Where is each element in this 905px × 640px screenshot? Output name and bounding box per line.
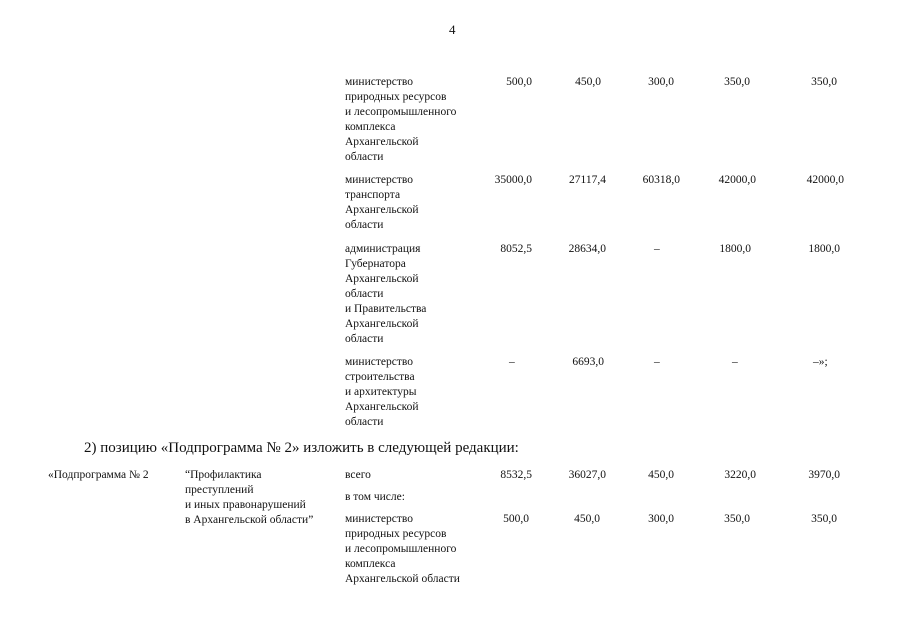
recipient-line: министерство xyxy=(345,513,413,525)
recipient-cell: всего xyxy=(345,469,371,481)
value-cell: 450,0 xyxy=(575,76,601,88)
recipient-line: министерство xyxy=(345,174,413,186)
value-cell: 1800,0 xyxy=(719,243,751,255)
recipient-line: строительства xyxy=(345,371,415,383)
value-cell: 27117,4 xyxy=(569,174,606,186)
recipient-line: Архангельской xyxy=(345,401,419,413)
value-cell: 500,0 xyxy=(506,76,532,88)
value-cell: 42000,0 xyxy=(718,174,756,186)
program-name-line: и иных правонарушений xyxy=(185,499,306,511)
recipient-line: природных ресурсов xyxy=(345,91,447,103)
recipient-line: и лесопромышленного xyxy=(345,543,457,555)
recipient-line: министерство xyxy=(345,356,413,368)
recipient-cell xyxy=(345,512,460,587)
value-cell: – xyxy=(732,356,738,368)
value-cell: 28634,0 xyxy=(568,243,606,255)
program-name-line: преступлений xyxy=(185,484,254,496)
value-cell: 350,0 xyxy=(811,513,837,525)
recipient-line: области xyxy=(345,333,384,345)
value-cell: 450,0 xyxy=(648,469,674,481)
value-cell: 3220,0 xyxy=(724,469,756,481)
value-cell: 1800,0 xyxy=(808,243,840,255)
value-cell: 350,0 xyxy=(724,513,750,525)
value-cell: 35000,0 xyxy=(494,174,532,186)
value-cell: – xyxy=(509,356,515,368)
recipient-cell xyxy=(345,242,426,347)
recipient-line: транспорта xyxy=(345,189,401,201)
recipient-cell xyxy=(345,355,419,430)
recipient-line: области xyxy=(345,151,384,163)
recipient-line: и архитектуры xyxy=(345,386,417,398)
value-cell: 300,0 xyxy=(648,513,674,525)
value-cell: – xyxy=(654,243,660,255)
program-name-cell xyxy=(185,468,313,528)
value-cell: 6693,0 xyxy=(572,356,604,368)
value-cell: –»; xyxy=(813,356,828,368)
recipient-line: администрация xyxy=(345,243,421,255)
recipient-line: Архангельской xyxy=(345,204,419,216)
recipient-line: Архангельской xyxy=(345,273,419,285)
recipient-cell xyxy=(345,75,456,165)
recipient-line: области xyxy=(345,416,384,428)
value-cell: 350,0 xyxy=(811,76,837,88)
value-cell: 3970,0 xyxy=(808,469,840,481)
value-cell: 8052,5 xyxy=(500,243,532,255)
recipient-line: и Правительства xyxy=(345,303,427,315)
recipient-line: Губернатора xyxy=(345,258,406,270)
program-name-line: “Профилактика xyxy=(185,469,262,481)
recipient-line: Архангельской xyxy=(345,136,419,148)
recipient-cell xyxy=(345,173,419,233)
recipient-line: комплекса xyxy=(345,121,396,133)
recipient-line: и лесопромышленного xyxy=(345,106,457,118)
recipient-line: Архангельской xyxy=(345,318,419,330)
recipient-line: области xyxy=(345,288,384,300)
recipient-cell: в том числе: xyxy=(345,491,405,503)
value-cell: – xyxy=(654,356,660,368)
value-cell: 350,0 xyxy=(724,76,750,88)
section-heading: 2) позицию «Подпрограмма № 2» изложить в следующей редакции: xyxy=(84,440,519,456)
value-cell: 500,0 xyxy=(503,513,529,525)
recipient-line: области xyxy=(345,219,384,231)
value-cell: 8532,5 xyxy=(500,469,532,481)
value-cell: 42000,0 xyxy=(806,174,844,186)
value-cell: 300,0 xyxy=(648,76,674,88)
recipient-line: комплекса xyxy=(345,558,396,570)
recipient-line: министерство xyxy=(345,76,413,88)
program-name-line: в Архангельской области” xyxy=(185,514,314,526)
recipient-line: природных ресурсов xyxy=(345,528,447,540)
value-cell: 450,0 xyxy=(574,513,600,525)
value-cell: 36027,0 xyxy=(568,469,606,481)
program-label: «Подпрограмма № 2 xyxy=(48,469,149,481)
page-number: 4 xyxy=(449,22,456,37)
recipient-line: Архангельской области xyxy=(345,573,460,585)
value-cell: 60318,0 xyxy=(642,174,680,186)
